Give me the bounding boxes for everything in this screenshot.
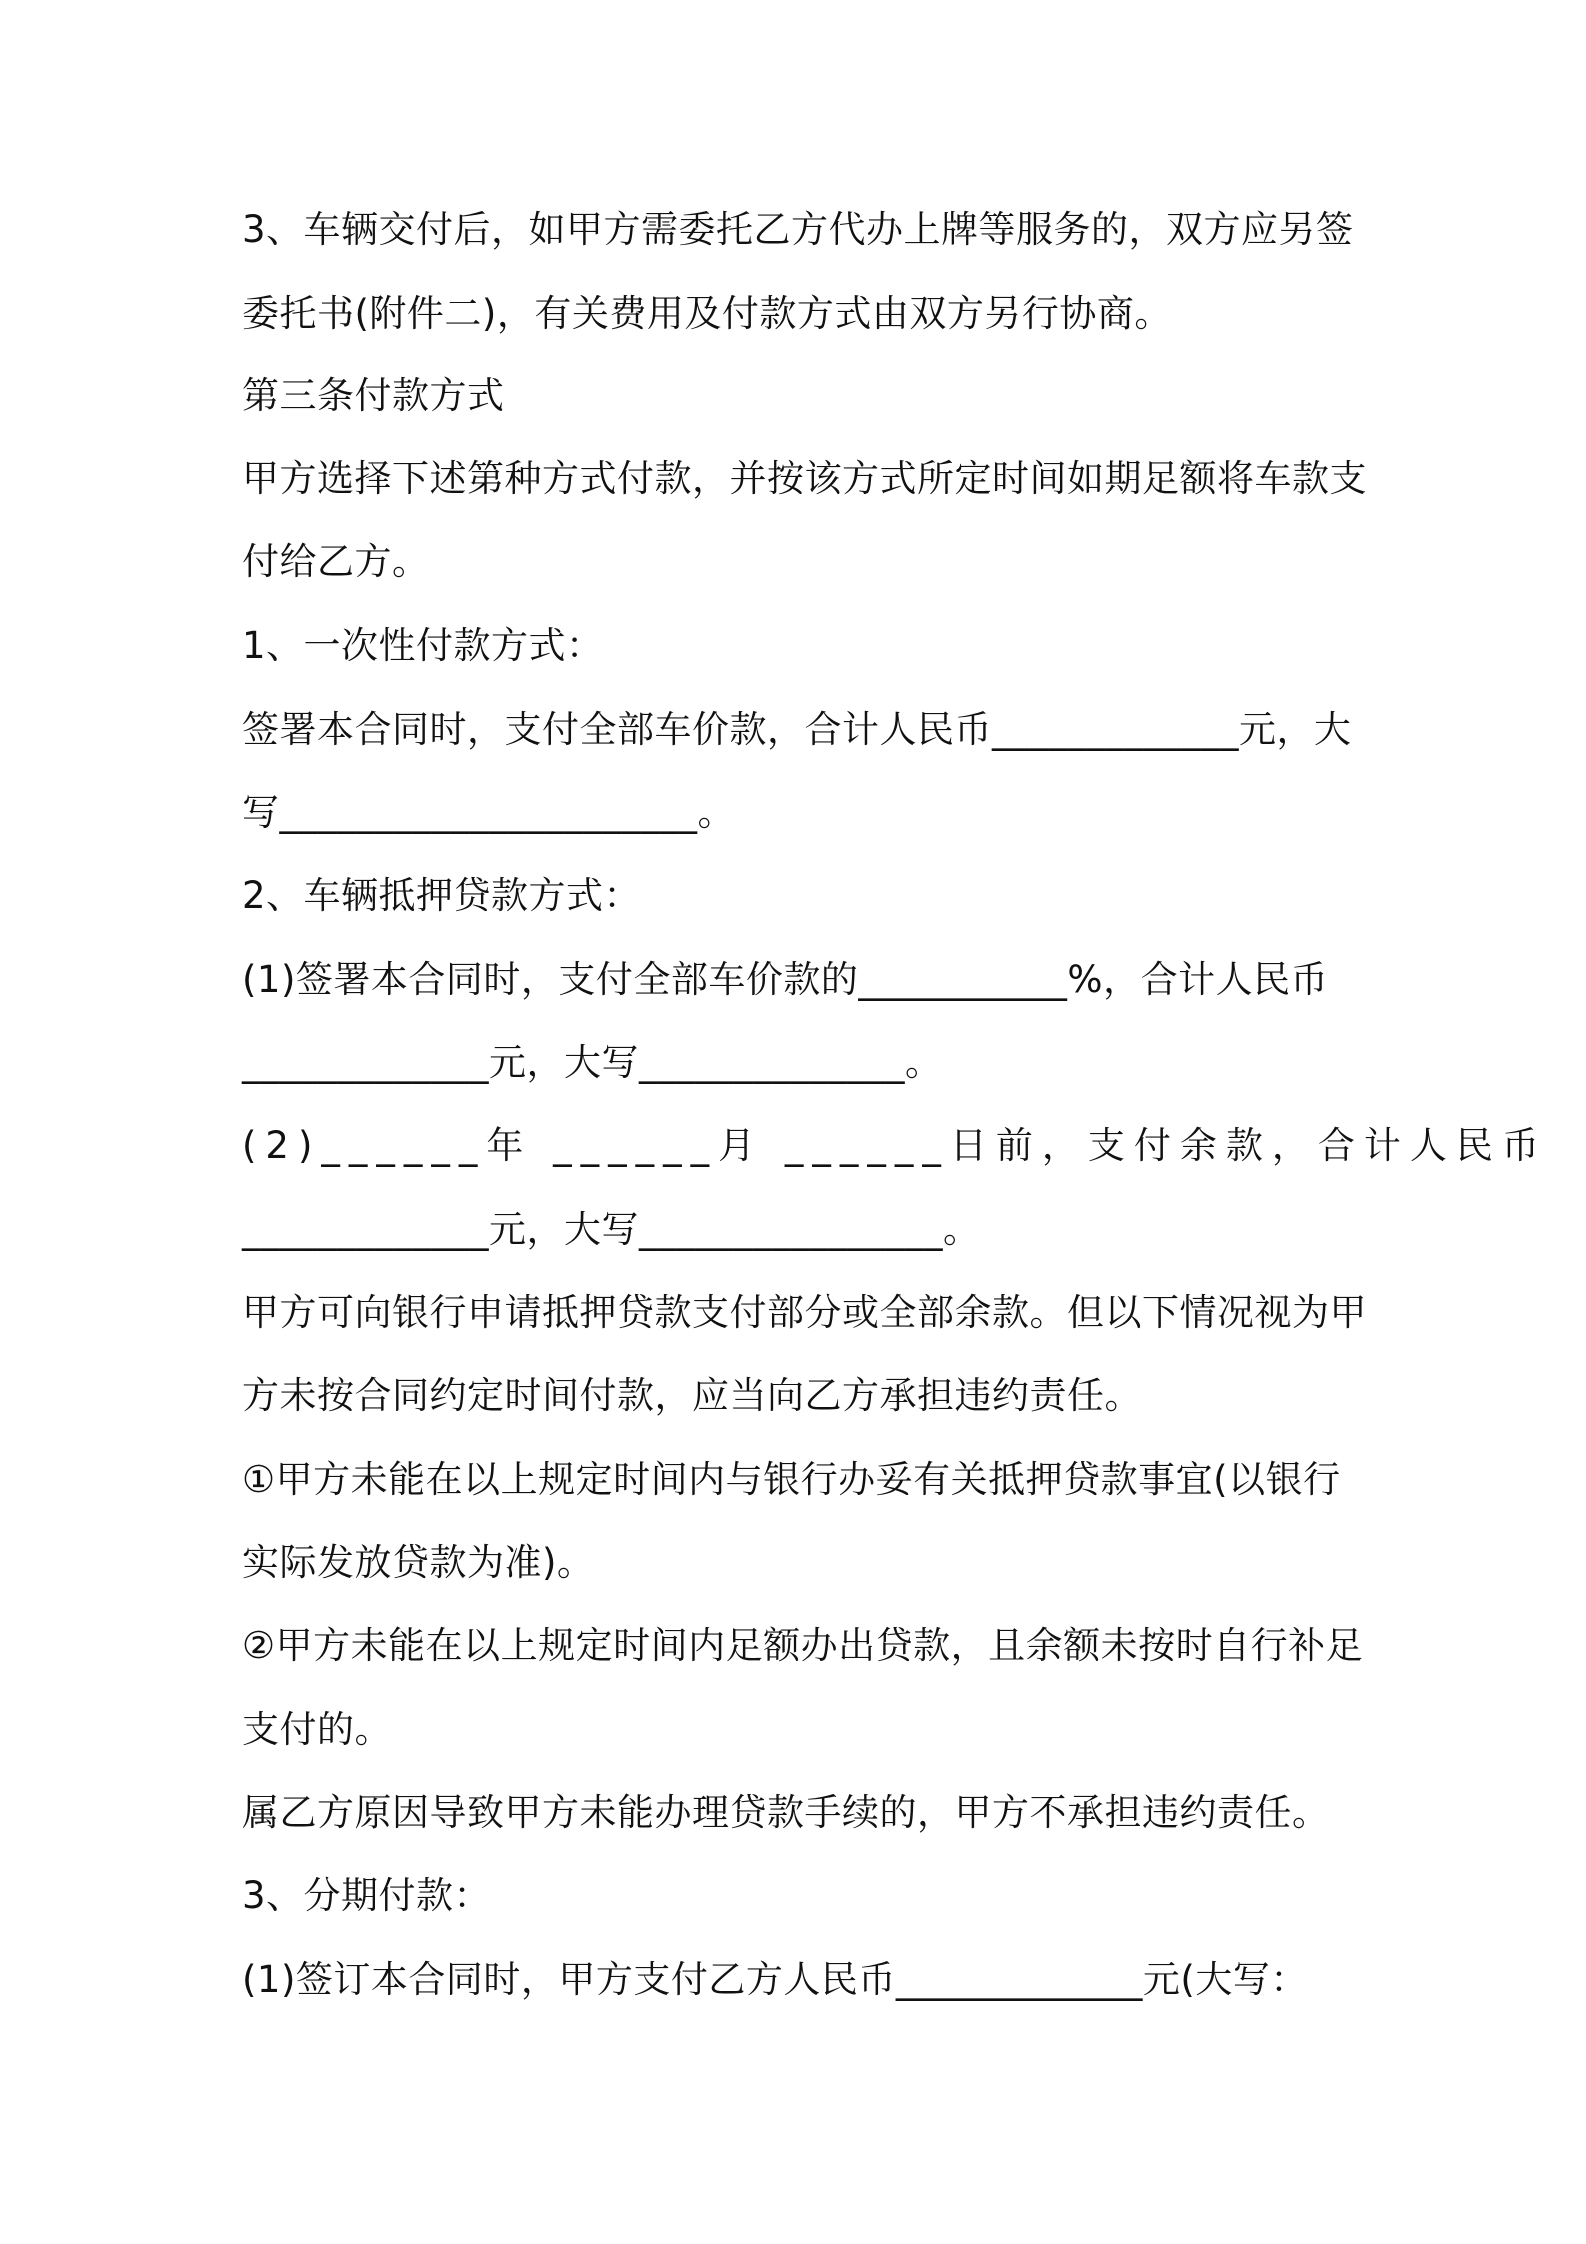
- text-line: ①甲方未能在以上规定时间内与银行办妥有关抵押贷款事宜(以银行: [242, 1458, 1341, 1501]
- text-line: 1、一次性付款方式：: [242, 624, 604, 667]
- text-line: 方未按合同约定时间付款，应当向乙方承担违约责任。: [242, 1374, 1142, 1417]
- text-line: _____________元，大写______________。: [242, 1041, 943, 1084]
- text-line: 支付的。: [242, 1708, 392, 1751]
- text-line: 3、分期付款：: [242, 1874, 492, 1917]
- section-heading: 第三条付款方式: [242, 374, 505, 417]
- text-line: (2)______年 ______月 ______日前，支付余款，合计人民币: [242, 1124, 1548, 1167]
- text-line: _____________元，大写________________。: [242, 1208, 981, 1251]
- text-line: (1)签署本合同时，支付全部车价款的___________%，合计人民币: [242, 958, 1329, 1001]
- text-line: (1)签订本合同时，甲方支付乙方人民币_____________元(大写：: [242, 1958, 1308, 2001]
- text-line: 2、车辆抵押贷款方式：: [242, 874, 642, 917]
- text-line: 3、车辆交付后，如甲方需委托乙方代办上牌等服务的，双方应另签: [242, 208, 1354, 251]
- text-line: 甲方选择下述第种方式付款，并按该方式所定时间如期足额将车款支: [242, 457, 1367, 500]
- text-line: 属乙方原因导致甲方未能办理贷款手续的，甲方不承担违约责任。: [242, 1791, 1330, 1834]
- text-line: 签署本合同时，支付全部车价款，合计人民币_____________元，大: [242, 708, 1352, 751]
- text-line: 付给乙方。: [242, 540, 430, 583]
- text-line: 甲方可向银行申请抵押贷款支付部分或全部余款。但以下情况视为甲: [242, 1291, 1367, 1334]
- text-line: 写______________________。: [242, 791, 735, 834]
- text-line: ②甲方未能在以上规定时间内足额办出贷款，且余额未按时自行补足: [242, 1624, 1364, 1667]
- text-line: 实际发放贷款为准)。: [242, 1541, 595, 1584]
- text-line: 委托书(附件二)，有关费用及付款方式由双方另行协商。: [242, 292, 1172, 335]
